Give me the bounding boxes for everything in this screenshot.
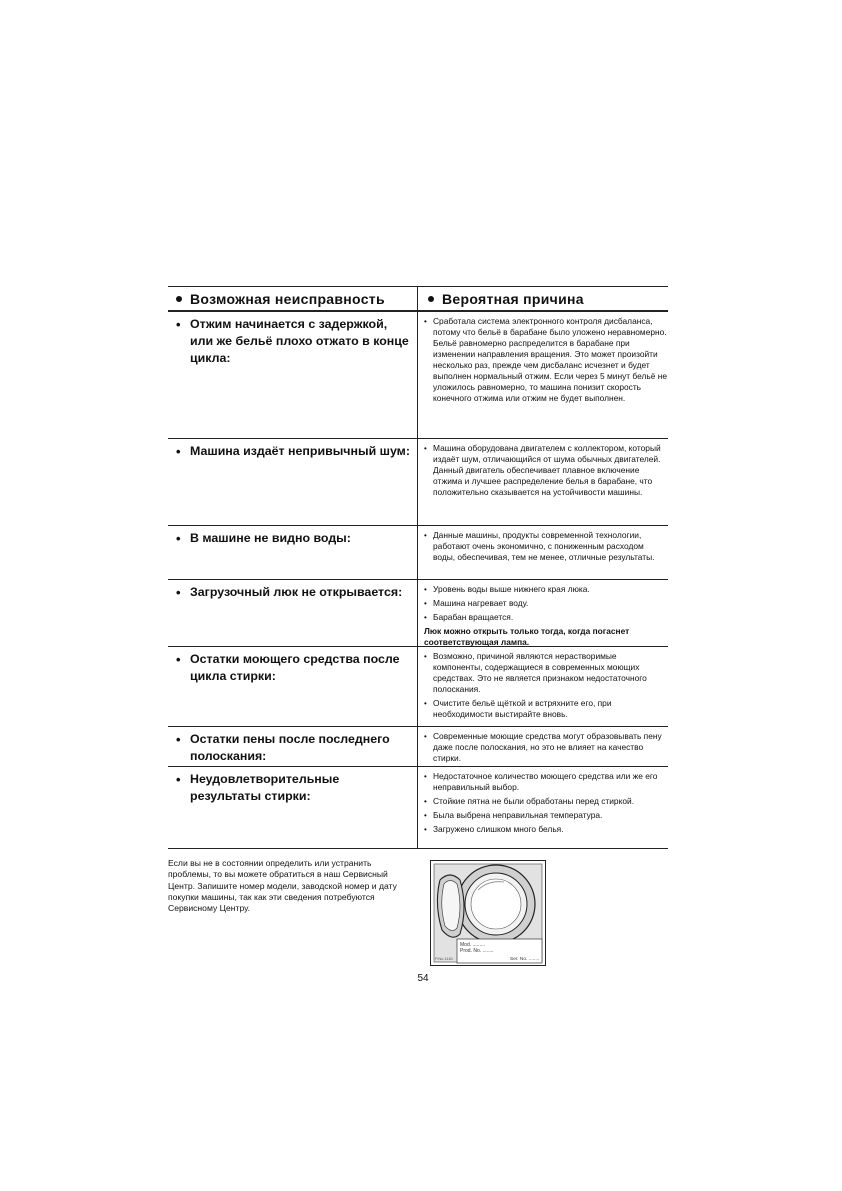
table-row: [168, 580, 668, 647]
plate-mod-text: Mod. .........: [460, 942, 486, 948]
bullet-icon: •: [176, 585, 181, 600]
problem-text: Остатки пены после последнего полоскания:: [190, 732, 390, 763]
plate-ser-text: Ser. No. ........: [510, 957, 540, 962]
problem-text: В машине не видно воды:: [190, 531, 351, 545]
cause-column-title: Вероятная причина: [442, 290, 584, 307]
page-number: 54: [417, 973, 429, 984]
table-row: [168, 647, 668, 727]
cause-text: Была выбрена неправильная температура.: [433, 810, 603, 820]
cause-text: Данные машины, продукты современной технологии, работают очень экономично, с пониженным расходом воды, обеспечивая, тем не менее, отличные результаты.: [433, 530, 655, 562]
cause-note: Люк можно открыть только тогда, когда погаснет соответствующая лампа.: [424, 626, 630, 647]
bullet-icon: [176, 296, 182, 302]
cause-text: Современные моющие средства могут образовывать пену даже после полоскания, но это не влияет на качество стирки.: [433, 731, 662, 763]
service-center-note: Если вы не в состоянии определить или устранить проблемы, то вы можете обратиться в наш Сервисный Центр. Запишите номер модели, заводской номер и дату покупки машины, так как эти сведения потребуются Сервисному Центру.: [168, 858, 397, 914]
bullet-icon: •: [176, 772, 181, 787]
table-row: [168, 727, 668, 767]
plate-code-text: P.No.1181: [435, 956, 454, 961]
table-row: [168, 312, 668, 439]
bullet-icon: •: [424, 652, 427, 661]
cause-text: Загружено слишком много белья.: [433, 824, 564, 834]
table-header: [168, 286, 668, 312]
cause-text: Барабан вращается.: [433, 612, 514, 622]
cause-text: Машина оборудована двигателем с коллектором, который издаёт шум, отличающийся от шума обычных двигателей. Данный двигатель обеспечивает плавное включение отжима и лучшее распределение белья в барабане, что положительно сказывается на устойчивости машины.: [433, 443, 661, 497]
bullet-icon: •: [424, 531, 427, 540]
problem-text: Загрузочный люк не открывается:: [190, 585, 403, 599]
bullet-icon: •: [424, 811, 427, 820]
table-row: [168, 439, 668, 526]
problem-text: Неудовлетворительные результаты стирки:: [190, 772, 340, 803]
troubleshooting-table: [168, 286, 668, 849]
bullet-icon: •: [424, 772, 427, 781]
plate-prod-text: Prod. No. ........: [460, 948, 494, 954]
cause-text: Очистите бельё щёткой и встряхните его, при необходимости выстирайте вновь.: [433, 698, 612, 719]
cause-text: Сработала система электронного контроля дисбаланса, потому что бельё в барабане было уложено неравномерно. Бельё равномерно распределится в барабане при изменении направления вращения. Это может произойти несколько раз, прежде чем дисбаланс исчезнет и будет выполнен нормальный отжим. Если через 5 минут бельё не уложилось равномерно, то машина понизит скорость конечного отжима или отжим не будет выполнен.: [433, 316, 668, 403]
problem-text: Остатки моющего средства после цикла стирки:: [190, 652, 400, 683]
bullet-icon: •: [176, 444, 181, 459]
bullet-icon: •: [424, 599, 427, 608]
rating-plate-illustration: [430, 860, 546, 966]
bullet-icon: •: [424, 317, 427, 326]
cause-text: Уровень воды выше нижнего края люка.: [433, 584, 590, 594]
cause-text: Недостаточное количество моющего средства или же его неправильный выбор.: [433, 771, 658, 792]
cause-text: Стойкие пятна не были обработаны перед стиркой.: [433, 796, 635, 806]
cause-text: Машина нагревает воду.: [433, 598, 529, 608]
bullet-icon: •: [176, 732, 181, 747]
bullet-icon: [428, 296, 434, 302]
bullet-icon: •: [176, 652, 181, 667]
table-row: [168, 526, 668, 580]
problem-text: Отжим начинается с задержкой, или же бельё плохо отжато в конце цикла:: [190, 317, 409, 365]
bullet-icon: •: [424, 825, 427, 834]
bullet-icon: •: [424, 797, 427, 806]
bullet-icon: •: [176, 317, 181, 332]
bullet-icon: •: [424, 613, 427, 622]
table-row: [168, 767, 668, 849]
cause-text: Возможно, причиной являются нерастворимые компоненты, содержащиеся в современных моющих средствах. Это не является признаком недостаточного полоскания.: [433, 651, 647, 694]
problem-text: Машина издаёт непривычный шум:: [190, 444, 410, 458]
bullet-icon: •: [176, 531, 181, 546]
problem-column-title: Возможная неисправность: [190, 290, 385, 307]
bullet-icon: •: [424, 585, 427, 594]
bullet-icon: •: [424, 444, 427, 453]
bullet-icon: •: [424, 732, 427, 741]
bullet-icon: •: [424, 699, 427, 708]
